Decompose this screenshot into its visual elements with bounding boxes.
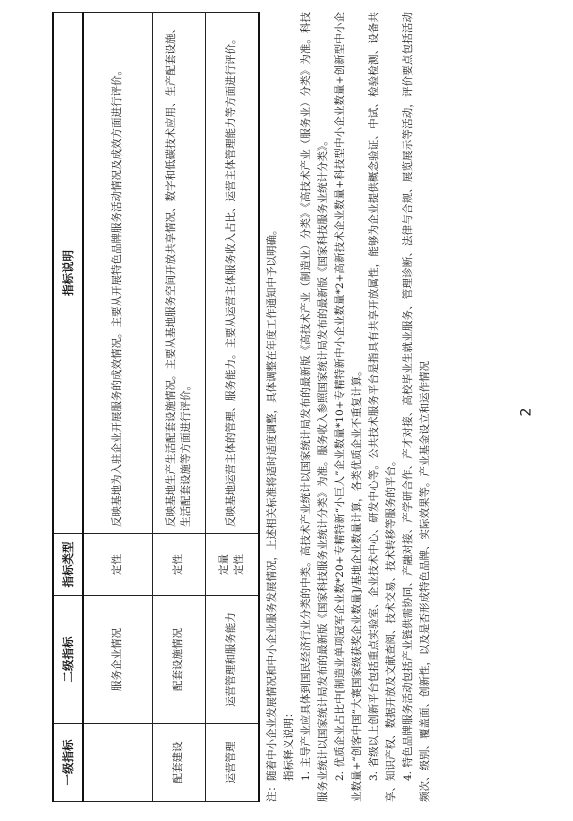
header-level1: 一级指标 <box>53 724 83 802</box>
main-note: 注：随着中小企业发展情况和中小企业服务发展情况，上述相关标准将适时适度调整，具体调整在年度工作通知中予以明确。 <box>266 224 278 802</box>
table-row <box>153 13 206 802</box>
row-level1 <box>83 724 153 802</box>
row-level1: 运营管理 <box>206 724 260 802</box>
note-item: 1. 主导产业应具体到国民经济行业分类的中类。高技术产业统计以国家统计局发布的最新版《高技术产业（制造业）分类》《高技术产业（服务业）分类》为准。科技服务业统计以国家统计局发布的最新版《国家科技服务业统计分类》为准。服务收入参照国家统计局发布的最新版《国家科技服务业统计分类》。 <box>300 12 329 802</box>
row-level1: 配套建设 <box>153 724 206 802</box>
row-type: 定性 <box>153 534 206 596</box>
row-level2: 配套设施情况 <box>153 596 206 724</box>
page-number: 2 <box>518 407 535 417</box>
notes-title: 指标释义说明： <box>283 707 295 781</box>
indicator-table <box>52 12 260 802</box>
row-desc: 反映基地为入驻企业开展服务的成效情况。主要从开展特色品牌服务活动情况及成效方面进行评价。 <box>83 13 153 534</box>
note-item: 3. 省级以上创新平台包括重点实验室、企业技术中心、研发中心等。公共技术服务平台是指具有共享开放属性，能够为企业提供概念验证、中试、检验检测、设备共享、知识产权、数据开放及文献查阅、技术交易、技术转移等服务的平台。 <box>368 12 397 802</box>
row-type: 定量 定性 <box>206 534 260 596</box>
table-row <box>206 13 260 802</box>
header-type: 指标类型 <box>53 534 83 596</box>
row-level2: 服务企业情况 <box>83 596 153 724</box>
table-header-row <box>53 13 83 802</box>
row-level2: 运营管理和服务能力 <box>206 596 260 724</box>
rotated-content <box>52 12 452 802</box>
table-row <box>83 13 153 802</box>
note-item: 2. 优质企业占比中[制造业单项冠军企业数*20+专精特新“小巨人”企业数量*10+专精特新中小企业数量*2+高新技术企业数量+科技型中小企业数量+创新型中小企业数量+“创客中国”大赛国家级获奖企业数量]/基地企业数量计算，各类优质企业不重复计算。 <box>334 12 363 802</box>
header-desc: 指标说明 <box>53 13 83 534</box>
header-level2: 二级指标 <box>53 596 83 724</box>
row-type: 定性 <box>83 534 153 596</box>
note-item: 4. 特色品牌服务活动包括产业链供需协同、产融对接、产学研合作、产才对接、高校毕业生就业服务、管理诊断、法律与合规、展览展示等活动，评价要点包括活动频次、级别、覆盖面、创新性，以及是否形成特色品牌、实际效果等。产业基金设立和运作情况 <box>402 12 431 802</box>
row-desc: 反映基地生产生活配套设施情况。主要从基地服务空间开放共享情况、数字和低碳技术应用、生产配套设施、生活配套设施等方面进行评价。 <box>153 13 206 534</box>
row-desc: 反映基地运营主体的管理、服务能力。主要从运营主体服务收入占比、运营主体管理能力等方面进行评价。 <box>206 13 260 534</box>
notes-section <box>264 12 434 802</box>
